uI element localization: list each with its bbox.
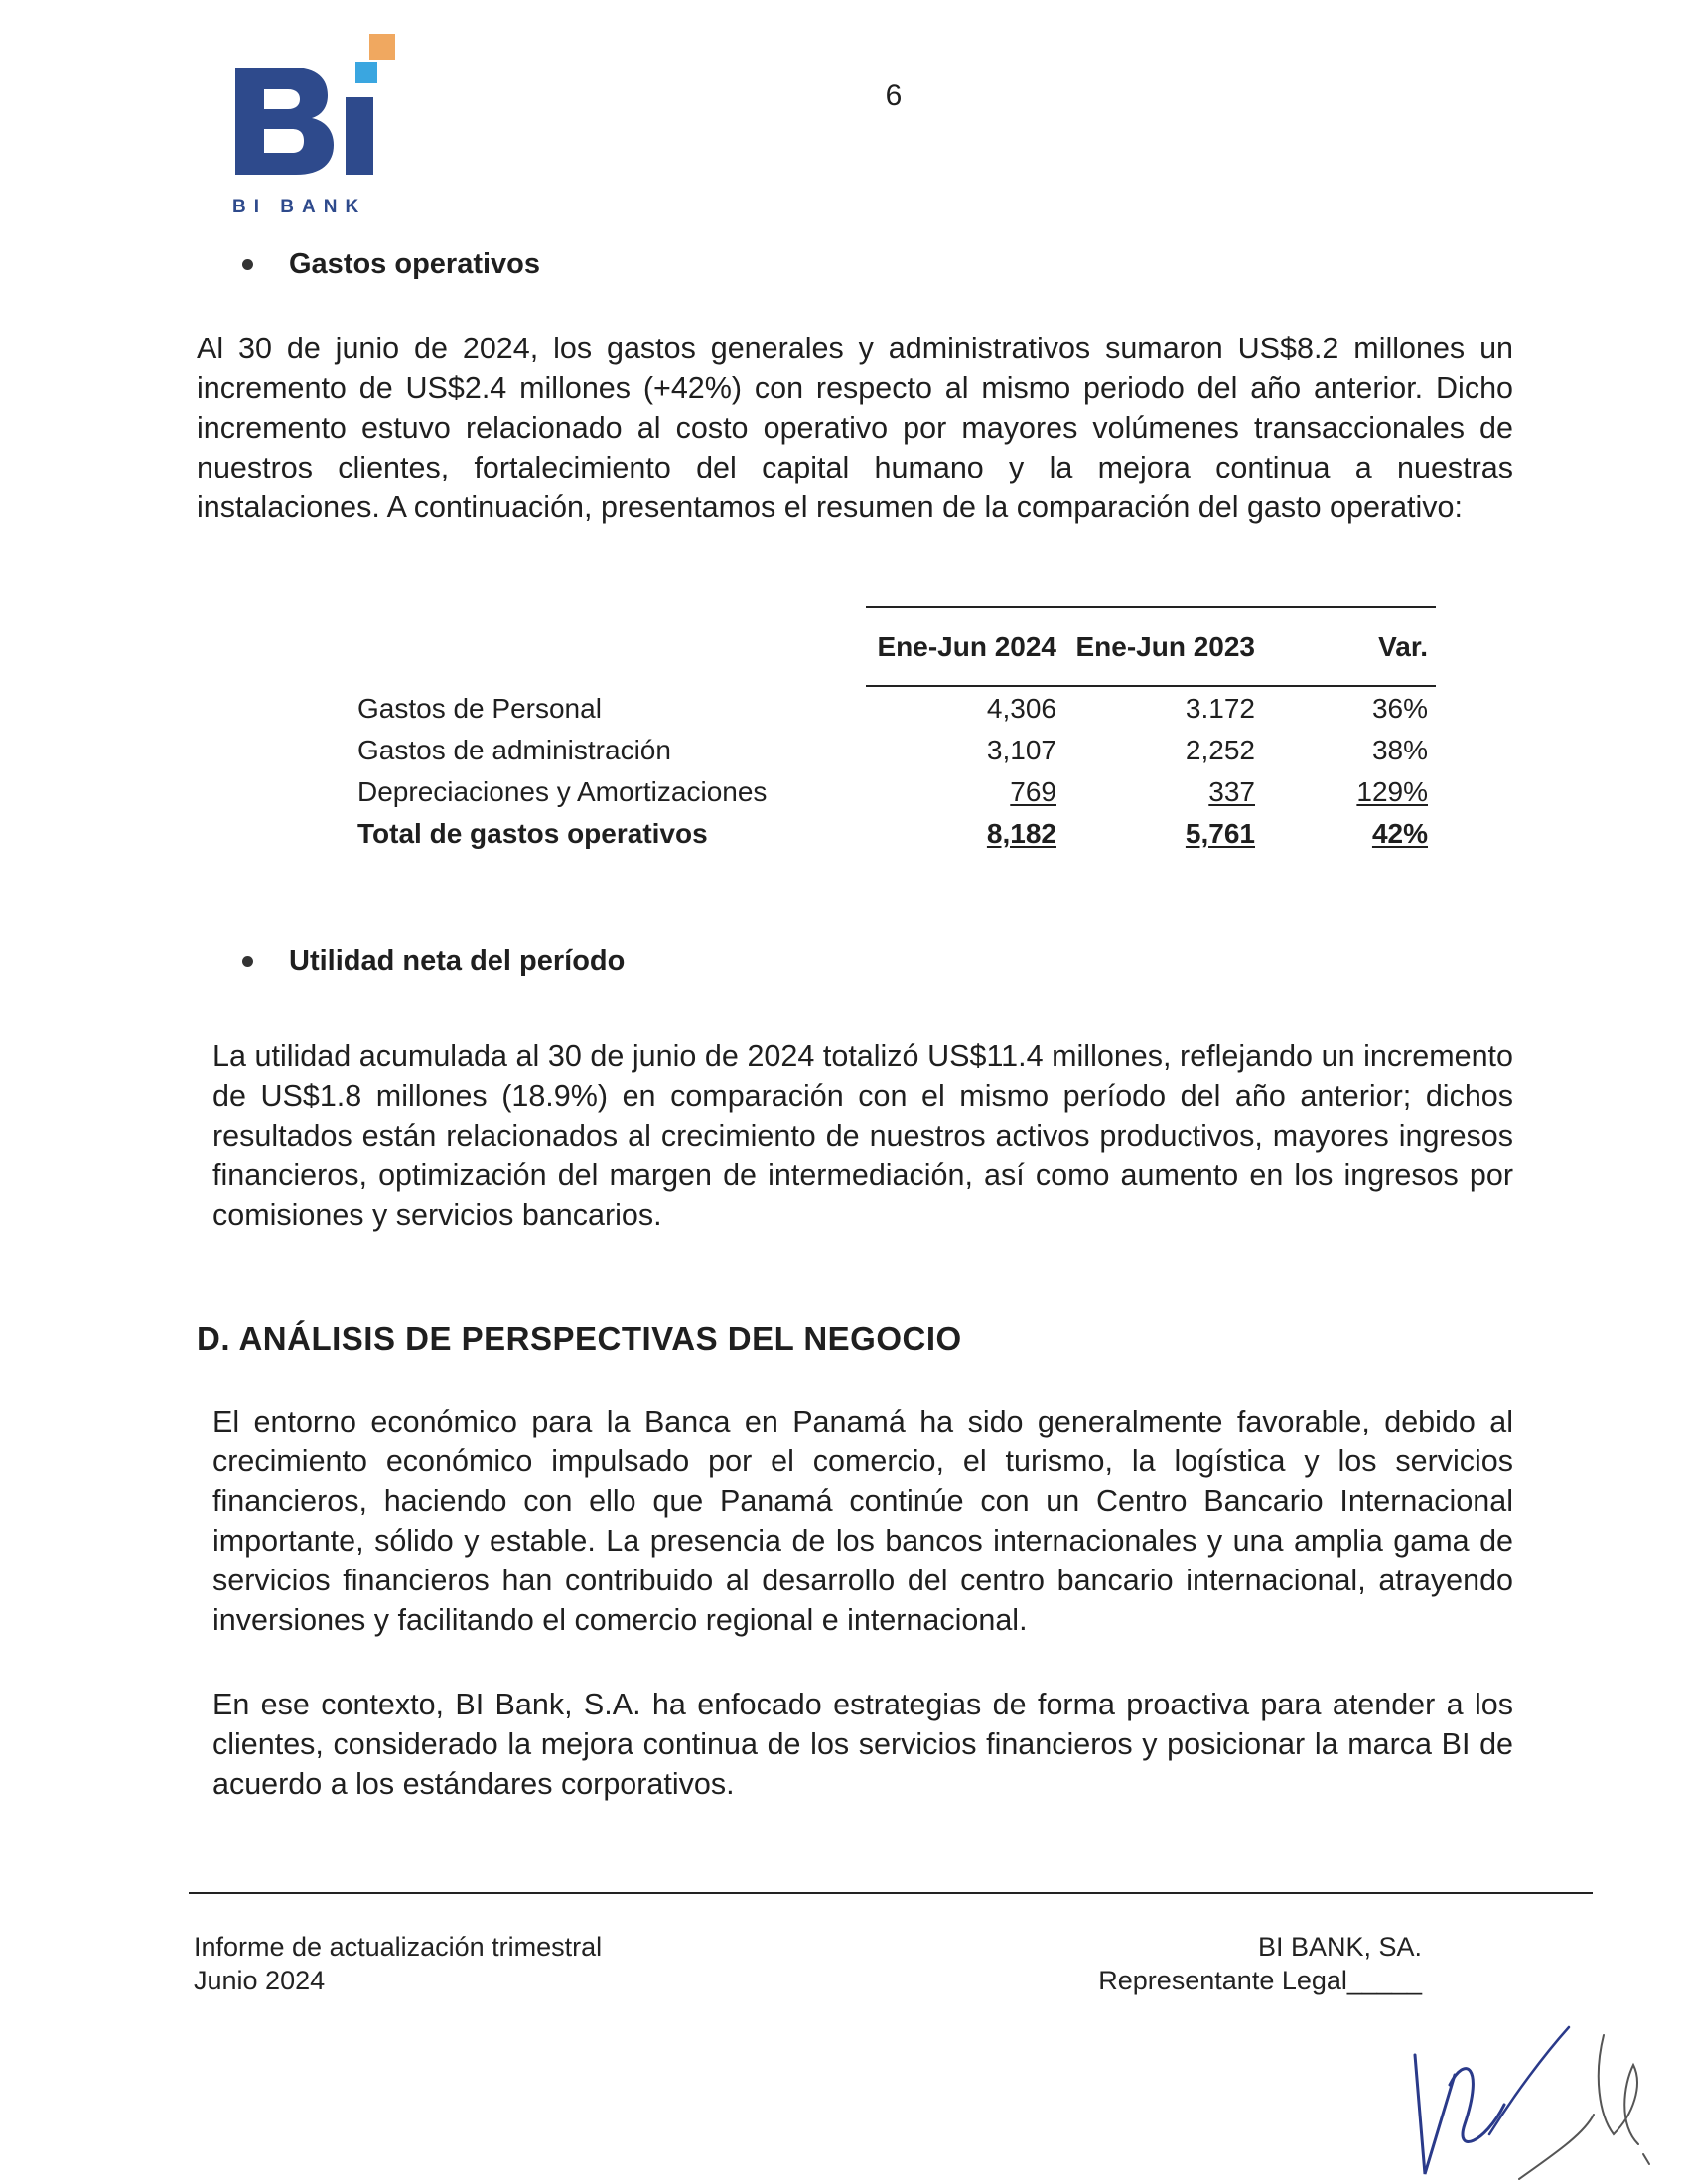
footer-company: BI BANK, SA. (1257, 1932, 1422, 1962)
table-row-label: Gastos de Personal (357, 693, 602, 724)
table-cell: 129% (1356, 776, 1428, 807)
footer-date: Junio 2024 (194, 1966, 326, 1995)
table-total-wrap (866, 818, 1056, 850)
bullet-icon (242, 259, 253, 270)
table-total-cell: 8,182 (986, 818, 1056, 849)
section-d-heading: D. ANÁLISIS DE PERSPECTIVAS DEL NEGOCIO (197, 1320, 962, 1357)
section-d-paragraph-1: El entorno económico para la Banca en Panamá ha sido generalmente favorable, debido al crecimiento económico impulsado por el comercio, el turismo, la logística y los servicios financieros, haciendo con ello que Panamá continúe con un Centro Bancario Internacional importante, sólido y estable. La presencia de los bancos internacionales y una amplia gama de servicios financieros han contribuido al desarrollo del centro bancario internacional, atrayendo inversiones y facilitando el comercio regional e internacional. (212, 1405, 1513, 1637)
table-total-label: Total de gastos operativos (357, 818, 708, 849)
footer-right (1013, 1930, 1422, 1997)
page-number: 6 (885, 79, 903, 112)
bi-bank-logo (230, 30, 399, 179)
table-cell-wrap (1271, 776, 1428, 808)
utilidad-heading-text: Utilidad neta del período (289, 945, 626, 977)
table-total-wrap (1271, 818, 1428, 850)
table-header-rule (866, 685, 1436, 687)
section-d-paragraph-2: En ese contexto, BI Bank, S.A. ha enfocado estrategias de forma proactiva para atender a los clientes, considerado la mejora continua de los servicios financieros y posicionar la marca BI de acuerdo a los estándares corporativos. (212, 1688, 1513, 1801)
gastos-heading (242, 248, 540, 281)
col-header-var: Var. (1378, 631, 1428, 662)
table-cell: 38% (1371, 735, 1428, 765)
table-cell: 36% (1371, 693, 1428, 724)
utilidad-heading (242, 945, 625, 978)
logo-caption: BI BANK (232, 197, 367, 217)
footer-legal-rep: Representante Legal_____ (1098, 1966, 1422, 1995)
table-cell-wrap (1064, 776, 1255, 808)
table-row-label: Depreciaciones y Amortizaciones (357, 776, 768, 807)
table-total-cell: 42% (1371, 818, 1428, 849)
table-cell: 2,252 (1185, 735, 1255, 765)
col-header-2024: Ene-Jun 2024 (877, 631, 1056, 662)
table-cell: 4,306 (986, 693, 1056, 724)
gastos-paragraph: Al 30 de junio de 2024, los gastos generales y administrativos sumaron US$8.2 millones un incremento de US$2.4 millones (+42%) con respecto al mismo periodo del año anterior. Dicho incremento estuvo relacionado al costo operativo por mayores volúmenes transaccionales de nuestros clientes, fortalecimiento del capital humano y la mejora continua a nuestras instalaciones. A continuación, presentamos el resumen de la comparación del gasto operativo: (197, 332, 1513, 524)
col-header-2023: Ene-Jun 2023 (1075, 631, 1255, 662)
footer-report-title: Informe de actualización trimestral (194, 1932, 603, 1962)
footer-rule (189, 1892, 1593, 1894)
table-total-wrap (1064, 818, 1255, 850)
table-total-cell: 5,761 (1185, 818, 1255, 849)
table-row-label: Gastos de administración (357, 735, 671, 765)
bullet-icon (242, 956, 253, 967)
table-cell: 3,107 (986, 735, 1056, 765)
table-cell: 3.172 (1185, 693, 1255, 724)
table-cell: 337 (1208, 776, 1255, 807)
table-cell-wrap (866, 776, 1056, 808)
footer-left (194, 1930, 602, 1997)
gastos-heading-text: Gastos operativos (289, 248, 541, 280)
table-cell: 769 (1010, 776, 1056, 807)
table-top-rule (866, 606, 1436, 608)
signature-image (1395, 2015, 1688, 2184)
utilidad-paragraph: La utilidad acumulada al 30 de junio de 2024 totalizó US$11.4 millones, reflejando un incremento de US$1.8 millones (18.9%) en comparación con el mismo período del año anterior; dichos resultados están relacionados al crecimiento de nuestros activos productivos, mayores ingresos financieros, optimización del margen de intermediación, así como aumento en los ingresos por comisiones y servicios bancarios. (212, 1039, 1513, 1232)
